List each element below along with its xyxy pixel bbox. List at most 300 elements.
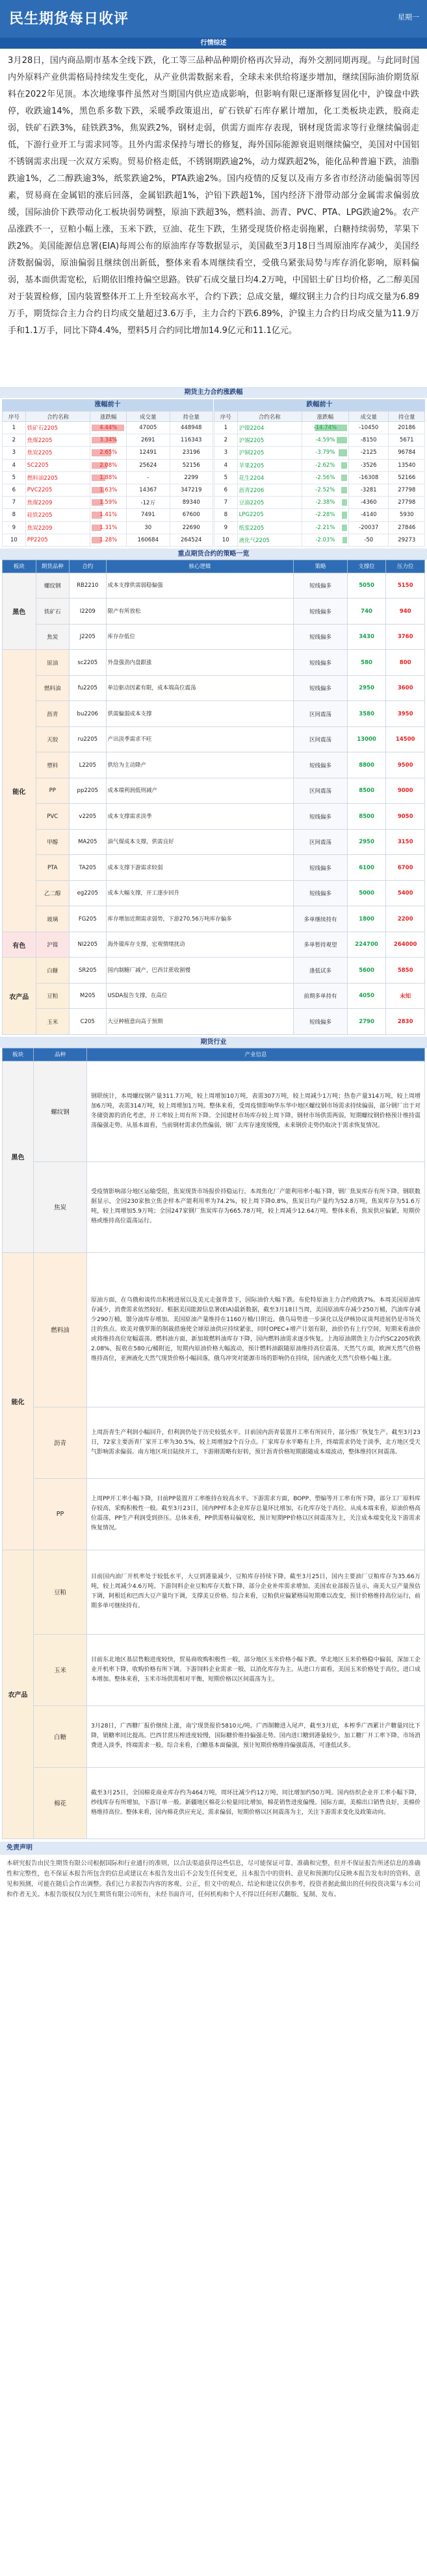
mover-pct-cell: [90, 521, 127, 534]
industry-row: [3, 1061, 425, 1161]
strategy-support: 224700: [347, 932, 386, 958]
mover-pct-cell: [302, 471, 348, 484]
mover-rank: 4: [3, 459, 26, 471]
strategy-logic: 油气煤成本支撑，供需良好: [106, 829, 294, 855]
industry-item: 沥青: [34, 1407, 87, 1478]
strategy-header-cell: 支撑位: [347, 560, 386, 573]
industry-item: 豆粕: [34, 1550, 87, 1634]
strategy-row: [3, 701, 425, 727]
mover-pct: -2.38%: [315, 499, 335, 506]
strategy-item: 铁矿石: [36, 599, 70, 625]
strategy-item: 焦炭: [36, 624, 70, 650]
down-movers-table: [214, 411, 425, 547]
mover-rank: 7: [3, 497, 26, 509]
strategy-logic: 外盘强劲内盘跟涨: [106, 650, 294, 676]
strategy-contract: eg2205: [70, 880, 106, 906]
mover-name: 硅铁2205: [25, 509, 90, 521]
mover-name: 焦炭2205: [25, 447, 90, 459]
mover-open-interest: 448948: [170, 422, 213, 434]
strategy-support: 2790: [347, 1009, 386, 1035]
mover-pct-cell: [90, 447, 127, 459]
mover-row: [214, 434, 425, 447]
mover-pct-cell: [90, 459, 127, 471]
mover-row: [214, 534, 425, 546]
mover-pct-cell: [90, 471, 127, 484]
up-movers-title: 涨幅前十: [2, 399, 213, 411]
mover-rank: 6: [3, 484, 26, 496]
industry-sector: 能化: [3, 1252, 34, 1550]
mover-pct: 1.59%: [99, 499, 118, 506]
strategy-row: [3, 958, 425, 984]
strategy-contract: RB2210: [70, 573, 106, 599]
strategy-action: 短线偏多: [294, 599, 347, 625]
strategy-logic: 库存增加近期需求弱势，下游270.56万吨库存偏多: [106, 906, 294, 932]
mover-row: [3, 484, 213, 496]
strategy-support: 3430: [347, 624, 386, 650]
mover-pct: 3.34%: [99, 437, 118, 444]
strategy-row: [3, 778, 425, 804]
strategy-logic: 供需偏弱成本支撑: [106, 701, 294, 727]
mover-pct-bar: [341, 475, 347, 481]
strategy-support: 5600: [347, 958, 386, 984]
strategy-action: 短线偏多: [294, 880, 347, 906]
strategy-sector: 黑色: [3, 573, 36, 650]
mover-volume: -4140: [348, 509, 389, 521]
strategy-action: 短线偏多: [294, 752, 347, 778]
mover-pct-cell: [302, 434, 348, 447]
strategy-item: 甲醇: [36, 829, 70, 855]
mover-pct: 2.08%: [99, 462, 118, 469]
down-movers-title: 跌幅前十: [214, 399, 425, 411]
strategy-resistance: 3150: [386, 829, 425, 855]
mover-pct-bar: [343, 537, 347, 543]
strategy-row: [3, 726, 425, 752]
movers-header-cell: 涨跌幅: [90, 412, 127, 422]
industry-row: [3, 1767, 425, 1839]
strategy-resistance: 未知: [386, 983, 425, 1009]
industry-row: [3, 1705, 425, 1767]
mover-name: 沪铜2205: [237, 447, 302, 459]
mover-open-interest: 67600: [170, 509, 213, 521]
strategy-contract: NI2205: [70, 932, 106, 958]
mover-open-interest: 22690: [170, 521, 213, 534]
strategy-row: [3, 906, 425, 932]
strategy-support: 580: [347, 650, 386, 676]
industry-row: [3, 1161, 425, 1252]
mover-rank: 3: [214, 447, 238, 459]
up-movers: [2, 399, 213, 547]
strategy-action: 多单暂持观望: [294, 932, 347, 958]
mover-name: PP2205: [25, 534, 90, 546]
strategy-support: 2950: [347, 675, 386, 701]
strategy-action: 短线偏多: [294, 624, 347, 650]
industry-item: 白糖: [34, 1705, 87, 1767]
strategy-item: PTA: [36, 855, 70, 881]
mover-pct-cell: [90, 434, 127, 447]
strategy-logic: 大豆种植意向高于预期: [106, 1009, 294, 1035]
strategy-resistance: 9050: [386, 804, 425, 830]
mover-pct-cell: [302, 521, 348, 534]
mover-pct-cell: [90, 534, 127, 546]
strategy-row: [3, 829, 425, 855]
section-bar-strategy: 重点期货合约的策略一览: [0, 549, 427, 560]
mover-volume: -16308: [348, 471, 389, 484]
strategy-resistance: 800: [386, 650, 425, 676]
mover-pct: 1.28%: [99, 536, 118, 543]
mover-rank: 1: [214, 422, 238, 434]
industry-row: [3, 1550, 425, 1634]
strategy-support: 8800: [347, 752, 386, 778]
mover-pct-bar: [342, 499, 347, 506]
mover-name: 焦煤2209: [25, 497, 90, 509]
report-header: [0, 0, 427, 38]
mover-open-interest: 27846: [389, 521, 425, 534]
mover-open-interest: 52166: [389, 471, 425, 484]
strategy-logic: 成本端利润低则减产: [106, 778, 294, 804]
mover-pct-cell: [302, 509, 348, 521]
mover-open-interest: 89340: [170, 497, 213, 509]
mover-pct: -14.74%: [313, 425, 337, 432]
mover-open-interest: 23196: [170, 447, 213, 459]
strategy-row: [3, 752, 425, 778]
strategy-resistance: 2830: [386, 1009, 425, 1035]
strategy-item: 玉米: [36, 1009, 70, 1035]
mover-pct-cell: [90, 484, 127, 496]
strategy-support: 8500: [347, 778, 386, 804]
strategy-item: 螺纹钢: [36, 573, 70, 599]
strategy-support: 8500: [347, 804, 386, 830]
movers-header-cell: 序号: [214, 412, 238, 422]
mover-volume: -3281: [348, 484, 389, 496]
movers-header-cell: 持仓量: [170, 412, 213, 422]
industry-item: 螺纹钢: [34, 1061, 87, 1161]
mover-pct: 1.88%: [99, 474, 118, 481]
strategy-row: [3, 1009, 425, 1035]
movers-header-cell: 成交量: [348, 412, 389, 422]
industry-text: 上周PP开工率小幅下降，目前PP装置开工率维持在较高水平。下游需求方面，BOPP、塑编等开工率有所下降，部分工厂原料库存较高，采购积极性一般。截至3月23日，国内PP样本企业库存总量环比增加，石化库存处于高位。从成本端来看，原油价格高位震荡，PP生产利润受到挤压。总体来看，PP供需格局偏宽松，预计短期PP价格以区间震荡为主，关注成本端变化及下游需求恢复情况。: [87, 1478, 425, 1550]
movers-header-cell: 成交量: [127, 412, 170, 422]
report-weekday: 星期一: [398, 13, 419, 21]
strategy-item: 塑料: [36, 752, 70, 778]
mover-rank: 5: [214, 471, 238, 484]
mover-row: [3, 534, 213, 546]
strategy-row: [3, 855, 425, 881]
mover-pct: 1.41%: [99, 512, 118, 519]
mover-rank: 5: [3, 471, 26, 484]
mover-row: [214, 447, 425, 459]
mover-row: [3, 509, 213, 521]
mover-volume: 2691: [127, 434, 170, 447]
movers-header-cell: 合约名称: [237, 412, 302, 422]
strategy-contract: C205: [70, 1009, 106, 1035]
mover-pct-cell: [90, 509, 127, 521]
mover-name: PVC2205: [25, 484, 90, 496]
mover-pct: -4.59%: [315, 437, 335, 444]
strategy-logic: 产出淡季需求不旺: [106, 726, 294, 752]
mover-open-interest: 264524: [170, 534, 213, 546]
strategy-logic: USDA报告支撑，在高位: [106, 983, 294, 1009]
strategy-resistance: 5400: [386, 880, 425, 906]
mover-row: [214, 459, 425, 471]
strategy-resistance: 264000: [386, 932, 425, 958]
mover-volume: -: [127, 471, 170, 484]
strategy-contract: bu2206: [70, 701, 106, 727]
mover-rank: 7: [214, 497, 238, 509]
strategy-row: [3, 880, 425, 906]
strategy-resistance: 3760: [386, 624, 425, 650]
mover-pct-bar: [337, 437, 347, 443]
mover-pct: -2.56%: [315, 474, 335, 481]
mover-open-interest: 116343: [170, 434, 213, 447]
mover-name: SC2205: [25, 459, 90, 471]
industry-item: PP: [34, 1478, 87, 1550]
disclaimer-title: 免责声明: [0, 1842, 427, 1855]
strategy-header-cell: 期货品种: [36, 560, 70, 573]
mover-pct-cell: [90, 497, 127, 509]
industry-text: 受疫情影响部分地区运输受阻，焦炭现货市场报价持稳运行。本周焦化厂产能利用率小幅下降，钢厂焦炭库存有所下降。钢联数据显示，全国230家独立焦企样本产能利用率为74.2%，较上周下降0.8%，焦炭日均产量约为52.8万吨，焦炭库存为51.6万吨，较上周增加5.9万吨；全国247家钢厂焦炭库存为665.78万吨，较上周减少12.64万吨。整体来看，焦炭供应偏紧，短期价格或维持高位震荡运行。: [87, 1161, 425, 1252]
strategy-action: 逢低试多: [294, 958, 347, 984]
strategy-action: 短线偏多: [294, 573, 347, 599]
movers-header-cell: 序号: [3, 412, 26, 422]
mover-volume: -10450: [348, 422, 389, 434]
strategy-action: 短线偏多: [294, 804, 347, 830]
strategy-action: 短线偏多: [294, 650, 347, 676]
mover-open-interest: 2299: [170, 471, 213, 484]
strategy-contract: MA205: [70, 829, 106, 855]
strategy-logic: 成本支撑供需弱稳偏强: [106, 573, 294, 599]
industry-table: [2, 1048, 425, 1839]
strategy-action: 短线偏多: [294, 675, 347, 701]
mover-rank: 2: [3, 434, 26, 447]
strategy-resistance: 9000: [386, 778, 425, 804]
mover-open-interest: 347219: [170, 484, 213, 496]
strategy-sector: 有色: [3, 932, 36, 958]
strategy-action: 区间震荡: [294, 726, 347, 752]
strategy-support: 5000: [347, 880, 386, 906]
strategy-contract: L2205: [70, 752, 106, 778]
mover-rank: 4: [214, 459, 238, 471]
mover-volume: 160684: [127, 534, 170, 546]
industry-text: 截至3月25日，全国棉花商业库存约为464万吨，周环比减少约12万吨，同比增加约50万吨。国内纺织企业开工率小幅下降，纱线库存有所增加，下游订单一般。新疆地区棉花公检量同比增加，棉花销售进度偏慢。国际方面，美棉出口销售良好，美棉价格维持高位。整体来看，国内棉花供应充足，需求偏弱，短期价格以区间震荡为主，关注下游需求变化及政策动向。: [87, 1767, 425, 1839]
movers-panel: [0, 398, 427, 547]
industry-row: [3, 1252, 425, 1407]
mover-pct-cell: [302, 534, 348, 546]
industry-header-cell: 产业信息: [87, 1048, 425, 1061]
strategy-item: 燃料油: [36, 675, 70, 701]
mover-name: 液化气2205: [237, 534, 302, 546]
mover-pct: 1.63%: [99, 487, 118, 494]
strategy-action: 多单继续持有: [294, 906, 347, 932]
mover-volume: 14367: [127, 484, 170, 496]
mover-pct-cell: [302, 484, 348, 496]
industry-header-cell: 品种: [34, 1048, 87, 1061]
strategy-row: [3, 624, 425, 650]
mover-pct: 4.44%: [99, 425, 118, 432]
mover-volume: 30: [127, 521, 170, 534]
strategy-logic: 海外镍库存支撑，宏观情绪扰动: [106, 932, 294, 958]
strategy-resistance: 940: [386, 599, 425, 625]
mover-name: 焦炭2209: [25, 521, 90, 534]
industry-item: 燃料油: [34, 1252, 87, 1407]
industry-text: 目前东北地区基层售粮进度较快，贸易商收购积极性一般，部分地区玉米价格小幅下跌。华北地区玉米价格稳中偏弱，深加工企业开机率下降，收购价格有所下调。下游饲料企业需求一般，以消化库存为主。从进口方面看，美国玉米价格处于高位，进口成本增加。整体来看，玉米市场供需相对平衡，短期价格以区间震荡为主。: [87, 1634, 425, 1705]
strategy-row: [3, 932, 425, 958]
strategy-contract: SR205: [70, 958, 106, 984]
mover-row: [214, 509, 425, 521]
strategy-support: 13000: [347, 726, 386, 752]
industry-text: 原油方面，在乌俄和谈传出积极进展以及美元走强背景下，国际油价大幅下跌。布伦特原油主力合约收跌7%。本周美国原油库存减少，消费需求依然较好。根据美国能源信息署(EIA)最新数据，截至3月18日当周，美国原油库存减少250万桶，汽油库存减少290万桶，馏分油库存增加。美国原油产量维持在1160万桶/日附近。俄乌局势进一步演化以及伊核协议谈判进展仍是市场关注的焦点。欧美对俄罗斯的制裁措施使全球原油供应持续紧张，同时OPEC+增产计划有限，油价仍有上行空间，短期来看油价或将维持高位宽幅震荡。燃料油方面，新加坡燃料油库存下降，国内燃料油需求逐步恢复。上海原油期货主力合约SC2205收跌2.08%，报收在580元/桶附近，短期内原油价格大幅波动，预计燃料油跟随原油维持高位震荡。天然气方面，欧洲天然气价格维持高位，亚洲液化天然气现货价格小幅回落，俄乌冲突对能源市场的影响仍在持续，国内液化天然气价格小幅上涨。: [87, 1252, 425, 1407]
mover-volume: 12491: [127, 447, 170, 459]
mover-pct: 1.31%: [99, 524, 118, 531]
strategy-action: 短线偏多: [294, 1009, 347, 1035]
report-title: 民生期货每日收评: [9, 11, 129, 27]
strategy-contract: ru2205: [70, 726, 106, 752]
strategy-resistance: 14500: [386, 726, 425, 752]
strategy-contract: v2205: [70, 804, 106, 830]
market-comment-text: 3月28日，国内商品期市基本全线下跌，化工等三品种品种期价格再次异动，海外交割同期再现。与此同时国内外原料产业供需格局持续发生变化，从产业供需数据来看，全球未来供给将逐步增加，继续国际油价期货原料在2022年见顶。本次地缘事件虽然对当期国内供应造成影响，但影响有限已逐渐修复固化中，沪镍盘中跌停，收跌逾14%，黑色系多数下跌，采暖季政策退出，矿石铁矿石库存累计增加，化工类板块走跌，股商走弱，铁矿石跌3%，硅铁跌3%，焦炭跌2%，钢材走弱，供需方面库存表现，钢材现货需求等行业继续偏弱走低，下游行业开工与需求同等。且外内需求保持与增长的修复，海外国际能源衰退则继续偏空，美国对中国铝不锈钢需求出现一次双方采购。贸易价格走低，不锈钢期跌逾2%，动力煤跌超2%，能化品种普遍下跌，油脂跌逾1%，乙二醇跌逾3%，纸浆跌逾2%，PTA跌逾2%。国内疫情的反复以及南方多省市经济动能偏弱等因素，贸易商在金属铝的涨后回落，金属铝跌超1%，沪铅下跌超1%，国内经济下滑带动部分金属需求偏弱放缓，国际油价下跌带动化工板块弱势调整，原油下跌超3%，燃料油、沥青、PVC、PTA、LPG跌逾2%。农产品涨跌不一，豆粕小幅上涨，玉米下跌，豆油、花生下跌，生猪受现货价格走弱拖累，白糖持续弱势，苹果下跌2%。美国能源信息署(EIA)每周公布的原油库存等数据显示，美国截至3月18日当周原油库存减少，美国经济数据偏弱，原油偏弱且继续创出新低，整体来看本周继续看空，受俄乌紧张局势与库存消化影响，原料偏弱，基本面供需宽松，后期依旧维持偏空思路。铁矿石成交量日均4.2万吨，中国铝土矿日均价格，乙二醇美国对于装置检修，国内装置整体开工上升至较高水平，合约下跌；总成交量，螺纹钢主力合约日均成交量为6.89万手，期货综合主力合约日均成交量超过3.6万手，主力合约下跌6.89%，沪镍主力合约日均成交量为11.9万手和1.1万手，同比下降4.4%，塑料5月合约同比增加14.9亿元和11.1亿元。: [8, 56, 419, 336]
strategy-resistance: 6700: [386, 855, 425, 881]
strategy-action: 区间震荡: [294, 829, 347, 855]
mover-rank: 8: [214, 509, 238, 521]
mover-open-interest: 13540: [389, 459, 425, 471]
strategy-row: [3, 599, 425, 625]
strategy-item: 白糖: [36, 958, 70, 984]
strategy-logic: 成本大幅支撑，开工逐步回升: [106, 880, 294, 906]
movers-header-cell: 涨跌幅: [302, 412, 348, 422]
mover-pct-cell: [302, 497, 348, 509]
strategy-row: [3, 804, 425, 830]
mover-pct: 2.65%: [99, 449, 118, 456]
strategy-action: 前期多单持有: [294, 983, 347, 1009]
strategy-action: 区间震荡: [294, 701, 347, 727]
mover-pct-bar: [341, 487, 347, 493]
mover-row: [214, 521, 425, 534]
strategy-header-cell: 核心逻辑: [106, 560, 294, 573]
mover-pct-cell: [302, 422, 348, 434]
mover-row: [214, 484, 425, 496]
mover-pct: -3.79%: [315, 449, 335, 456]
mover-volume: 7491: [127, 509, 170, 521]
strategy-item: PP: [36, 778, 70, 804]
strategy-sector: 能化: [3, 650, 36, 932]
mover-name: 花生2204: [237, 471, 302, 484]
strategy-contract: sc2205: [70, 650, 106, 676]
industry-header-cell: 板块: [3, 1048, 34, 1061]
mover-row: [214, 471, 425, 484]
section-bar-movers: 期货主力合约涨跌幅: [0, 387, 427, 398]
strategy-resistance: 5150: [386, 573, 425, 599]
mover-name: 焦煤2205: [25, 434, 90, 447]
strategy-row: [3, 573, 425, 599]
mover-pct-bar: [342, 525, 347, 531]
mover-open-interest: 5671: [389, 434, 425, 447]
mover-row: [3, 434, 213, 447]
strategy-table: [2, 560, 425, 1035]
strategy-logic: 成本支撑下游需求较弱: [106, 855, 294, 881]
mover-pct-bar: [339, 449, 347, 456]
mover-row: [3, 471, 213, 484]
strategy-item: PVC: [36, 804, 70, 830]
industry-item: 棉花: [34, 1767, 87, 1839]
strategy-row: [3, 983, 425, 1009]
mover-name: 沪锡2205: [237, 434, 302, 447]
disclaimer-text: 本研究报告由民生期货有限公司根据国际和行业通行的准则，以合法渠道获得这些信息，尽可能保证可靠、准确和完整，但并不保证报告所述信息的准确性和完整性，也不保证本报告所包含的信息或建议在本报告发出后不会发生任何变更，且本报告中的资料、意见和预测均仅反映本报告发布时的资料、意见和预测，可能在随后会作出调整。我们已力求报告内容的客观、公正，但文中的观点、结论和建议仅供参考，投资者据此做出的任何投资决策与本公司和作者无关。本报告版权仅为民生期货有限公司所有，未经书面许可，任何机构和个人不得以任何形式翻版、复制、发布。: [6, 1859, 421, 1898]
strategy-item: 豆粕: [36, 983, 70, 1009]
mover-name: LPG2205: [237, 509, 302, 521]
strategy-support: 6100: [347, 855, 386, 881]
mover-rank: 2: [214, 434, 238, 447]
mover-rank: 9: [214, 521, 238, 534]
strategy-resistance: 3600: [386, 675, 425, 701]
industry-text: 钢联统计，本周螺纹钢产量311.7万吨，较上周增加10万吨，表需307万吨，较上周减少1万吨；热卷产量314万吨，较上周增加6万吨，表需314万吨，较上周增加1万吨。整体来看，受周疫情影响华东华中地区螺纹钢市场需求持续偏弱，部分钢厂出于对冬储资源的消化考虑，开工率较上周有所下降。全国建材市场库存较上周下降，钢材市场供需两弱，短期螺纹钢价格预计维持震荡偏强走势。从基本面看，当前钢材需求仍然偏弱，钢厂去库存速度缓慢，未来钢价走势仍取决于需求恢复情况。: [87, 1061, 425, 1161]
mover-volume: -3526: [348, 459, 389, 471]
strategy-header-cell: 策略: [294, 560, 347, 573]
mover-pct-cell: [302, 459, 348, 471]
mover-rank: 9: [3, 521, 26, 534]
mover-pct-bar: [342, 512, 347, 518]
strategy-row: [3, 675, 425, 701]
mover-row: [3, 521, 213, 534]
mover-name: 沪镍2204: [237, 422, 302, 434]
strategy-resistance: 2200: [386, 906, 425, 932]
mover-row: [3, 497, 213, 509]
section-bar-industry: 期货行业: [0, 1037, 427, 1048]
strategy-contract: pp2205: [70, 778, 106, 804]
mover-row: [214, 497, 425, 509]
mover-name: 纸浆2205: [237, 521, 302, 534]
strategy-support: 5050: [347, 573, 386, 599]
movers-header-cell: 合约名称: [25, 412, 90, 422]
mover-pct-cell: [90, 422, 127, 434]
strategy-header-cell: 压力位: [386, 560, 425, 573]
mover-rank: 1: [3, 422, 26, 434]
strategy-contract: TA205: [70, 855, 106, 881]
mover-rank: 10: [3, 534, 26, 546]
strategy-logic: 单边驱动因素有限，成本端高位震荡: [106, 675, 294, 701]
industry-sector: 农产品: [3, 1550, 34, 1839]
mover-name: 燃料油2205: [25, 471, 90, 484]
mover-rank: 10: [214, 534, 238, 546]
industry-row: [3, 1634, 425, 1705]
strategy-contract: J2205: [70, 624, 106, 650]
industry-row: [3, 1478, 425, 1550]
strategy-item: 乙二醇: [36, 880, 70, 906]
mover-rank: 6: [214, 484, 238, 496]
mover-pct-cell: [302, 447, 348, 459]
industry-sector: 黑色: [3, 1061, 34, 1252]
strategy-resistance: 5850: [386, 958, 425, 984]
industry-text: 3月28日，广西糖厂报价继续上涨，南宁现货报价5810元/吨。广西制糖进入尾声，截至3月底，本榨季广西累计产糖量同比下降，销糖率同比提高。巴西甘蔗压榨进度较慢，国际糖价维持偏强走势。国内进口糖到港量较少，加工糖厂开工率下降。市场消费进入淡季，终端需求一般。综合来看，白糖基本面偏强，预计短期价格维持偏强震荡，可逢低试多。: [87, 1705, 425, 1767]
strategy-logic: 供给为主动降产: [106, 752, 294, 778]
strategy-contract: I2209: [70, 599, 106, 625]
mover-volume: -8150: [348, 434, 389, 447]
strategy-logic: 成本支撑需求淡季: [106, 804, 294, 830]
strategy-action: 短线偏多: [294, 855, 347, 881]
mover-volume: -50: [348, 534, 389, 546]
strategy-item: 玻璃: [36, 906, 70, 932]
mover-open-interest: 29273: [389, 534, 425, 546]
mover-open-interest: 5930: [389, 509, 425, 521]
strategy-support: 740: [347, 599, 386, 625]
industry-text: 上周沥青生产利润小幅回升，但利润仍处于历史较低水平。目前国内沥青装置开工率有所回升，部分炼厂恢复生产。截至3月23日，72家主要沥青厂家开工率为30.5%，较上周增加2个百分点。厂家库存水平略有上升，终端需求仍处于淡季，北方地区受天气影响需求偏弱。南方地区项目陆续开工，下游刚需略有好转，预计沥青价格短期跟随成本端波动，整体维持区间震荡。: [87, 1407, 425, 1478]
mover-pct: -2.21%: [315, 524, 335, 531]
strategy-action: 区间震荡: [294, 778, 347, 804]
mover-open-interest: 27798: [389, 484, 425, 496]
strategy-item: 沥青: [36, 701, 70, 727]
industry-item: 玉米: [34, 1634, 87, 1705]
down-movers: [214, 399, 425, 547]
section-bar-market-comment: 行情综述: [0, 38, 427, 49]
mover-volume: -4360: [348, 497, 389, 509]
